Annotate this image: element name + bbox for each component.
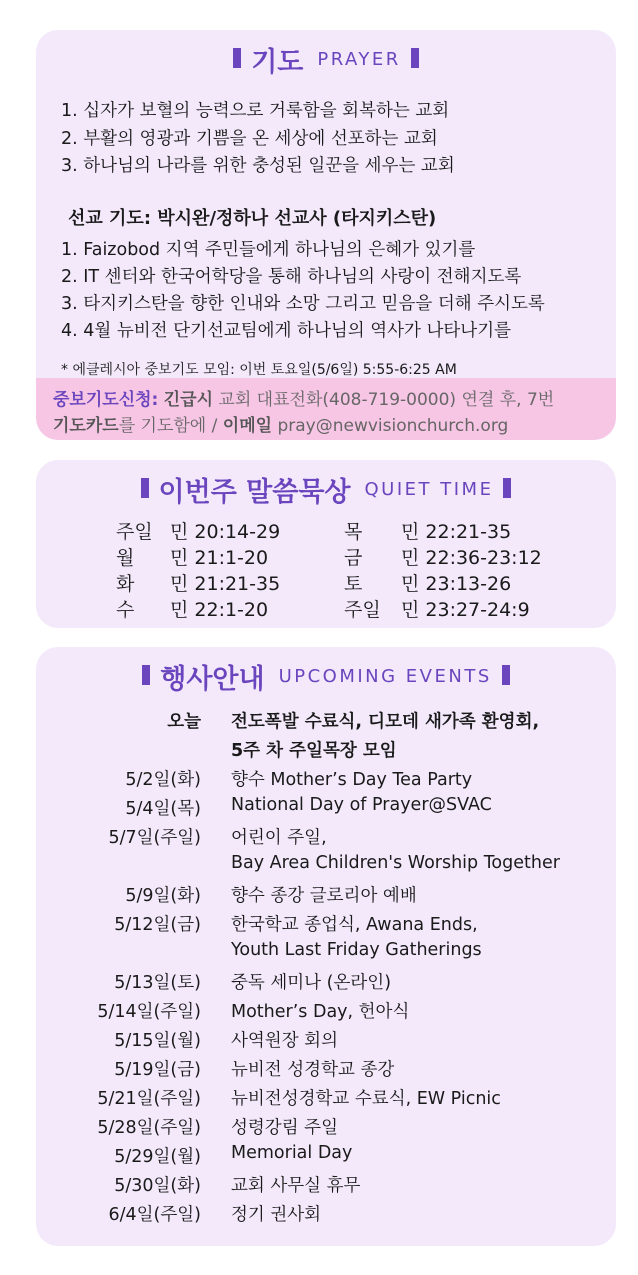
event-date: 5/13일(토) [114,973,201,993]
qt-day: 목 [344,521,363,543]
qt-ref: 민 23:13-26 [401,573,512,595]
prayer-meeting-note: * 에클레시아 중보기도 모임: 이번 토요일(5/6일) 5:55-6:25 AM [61,362,457,378]
qt-ref: 민 21:21-35 [170,573,281,595]
event-desc: 5주 차 주일목장 모임 [231,741,397,761]
event-desc: Memorial Day [231,1143,353,1163]
mission-item: 4. 4월 뉴비전 단기선교팀에게 하나님의 역사가 나타나기를 [61,321,512,341]
qt-day: 토 [344,573,363,595]
event-date: 5/29일(월) [114,1147,201,1167]
header-bar-right-icon [502,665,510,685]
mission-item: 1. Faizobod 지역 주민들에게 하나님의 은혜가 있기를 [61,240,476,260]
request-line-1 [53,385,554,410]
event-date: 6/4일(주일) [108,1205,201,1225]
event-desc: 중독 세미나 (온라인) [231,973,392,993]
request-label: 중보기도신청: [53,390,159,410]
request-phone-text: 교회 대표전화(408-719-0000) 연결 후, 7번 [213,390,555,410]
event-desc: Mother’s Day, 헌아식 [231,1002,410,1022]
qt-ref: 민 23:27-24:9 [401,599,530,621]
events-title-kr: 행사안내 [160,664,265,695]
urgent-label: 긴급시 [163,390,214,410]
email-label: 이메일 [222,416,273,436]
event-desc: 뉴비전성경학교 수료식, EW Picnic [231,1089,501,1109]
event-date: 5/9일(화) [125,886,201,906]
event-desc: 교회 사무실 휴무 [231,1176,361,1196]
quiet-time-title-kr: 이번주 말씀묵상 [158,477,351,508]
event-date: 5/12일(금) [114,915,201,935]
header-bar-right-icon [503,478,511,498]
mission-item: 3. 타지키스탄을 향한 인내와 소망 그리고 믿음을 더해 주시도록 [61,294,545,314]
header-bar-left-icon [233,48,241,68]
qt-day: 월 [116,547,135,569]
qt-ref: 민 20:14-29 [170,521,281,543]
mission-heading: 선교 기도: 박시완/정하나 선교사 (타지키스탄) [68,208,437,229]
event-desc: 사역원장 회의 [231,1031,338,1051]
prayer-title-en: PRAYER [317,49,401,70]
prayer-request-box [36,378,616,440]
request-email[interactable]: pray@newvisionchurch.org [272,416,509,436]
events-header [36,657,616,696]
header-bar-left-icon [142,665,150,685]
mission-item: 2. IT 센터와 한국어학당을 통해 하나님의 사랑이 전해지도록 [61,267,522,287]
event-desc: 어린이 주일, [231,828,327,848]
event-desc: 한국학교 종업식, Awana Ends, [231,915,478,935]
event-desc: Youth Last Friday Gatherings [231,940,482,960]
event-desc: 전도폭발 수료식, 디모데 새가족 환영회, [231,712,540,732]
event-date: 5/14일(주일) [97,1002,201,1022]
header-bar-right-icon [411,48,419,68]
qt-ref: 민 22:1-20 [170,599,269,621]
event-desc: National Day of Prayer@SVAC [231,795,492,815]
event-date: 5/19일(금) [114,1060,201,1080]
request-line-2 [53,411,508,436]
event-date: 5/15일(월) [114,1031,201,1051]
request-box-text: 를 기도함에 / [118,416,223,436]
prayer-card-label: 기도카드 [53,416,119,436]
qt-day: 주일 [116,521,153,543]
quiet-time-title-en: QUIET TIME [364,479,494,500]
event-date: 5/30일(화) [114,1176,201,1196]
event-desc: 향수 Mother’s Day Tea Party [231,770,473,790]
event-desc: 성령강림 주일 [231,1118,338,1138]
events-panel [36,647,616,1246]
quiet-time-header [36,470,616,509]
quiet-time-panel [36,460,616,628]
event-date: 5/28일(주일) [97,1118,201,1138]
event-desc: 향수 종강 글로리아 예배 [231,886,417,906]
prayer-panel [36,30,616,440]
prayer-item: 3. 하나님의 나라를 위한 충성된 일꾼을 세우는 교회 [61,156,455,176]
event-desc: 뉴비전 성경학교 종강 [231,1060,395,1080]
event-desc: Bay Area Children's Worship Together [231,853,560,873]
header-bar-left-icon [141,478,149,498]
prayer-item: 2. 부활의 영광과 기쁨을 온 세상에 선포하는 교회 [61,129,438,149]
event-date: 5/4일(목) [125,799,201,819]
qt-day: 주일 [344,599,381,621]
prayer-title-kr: 기도 [251,47,304,78]
event-date: 5/7일(주일) [108,828,201,848]
qt-ref: 민 22:21-35 [401,521,512,543]
event-date: 5/21일(주일) [97,1089,201,1109]
event-date: 오늘 [167,712,201,732]
event-date: 5/2일(화) [125,770,201,790]
qt-day: 수 [116,599,135,621]
qt-day: 금 [344,547,363,569]
prayer-header [36,40,616,79]
events-title-en: UPCOMING EVENTS [278,666,492,687]
qt-ref: 민 21:1-20 [170,547,269,569]
prayer-item: 1. 십자가 보혈의 능력으로 거룩함을 회복하는 교회 [61,101,450,121]
event-desc: 정기 권사회 [231,1205,322,1225]
qt-day: 화 [116,573,135,595]
qt-ref: 민 22:36-23:12 [401,547,542,569]
